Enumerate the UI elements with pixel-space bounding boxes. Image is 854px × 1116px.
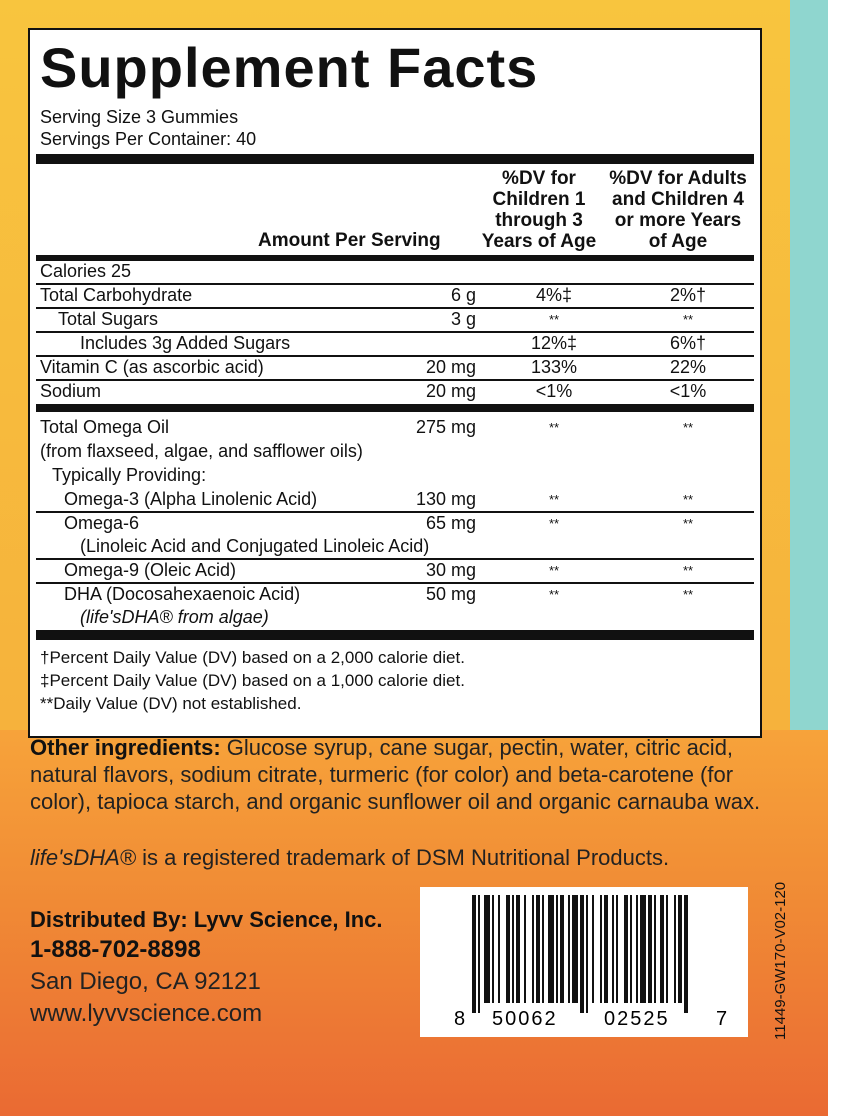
footnote-1000: ‡Percent Daily Value (DV) based on a 1,000 calorie diet. — [40, 671, 465, 690]
barcode-bar — [640, 895, 646, 1003]
barcode-bar — [604, 895, 608, 1003]
other-ingredients — [30, 734, 770, 815]
amount-header: Amount Per Serving — [258, 230, 441, 251]
barcode-bar — [478, 895, 480, 1013]
vertical-code: 11449-GW170-V02-120 — [772, 881, 789, 1040]
omega3-row: Omega-3 (Alpha Linolenic Acid) 130 mg ** ** — [64, 489, 694, 509]
barcode-bar — [572, 895, 578, 1003]
dv-adults-header: %DV for Adults and Children 4 or more Years of Age — [609, 168, 747, 252]
barcode-bar — [660, 895, 664, 1003]
trademark-note — [30, 844, 730, 871]
barcode-bar — [654, 895, 656, 1003]
white-edge — [828, 0, 854, 1116]
omega6-row: Omega-6 65 mg ** ** — [64, 513, 694, 533]
barcode-digit-first: 8 — [454, 1008, 466, 1030]
dv-children-header: %DV for Children 1 through 3 Years of Age — [481, 168, 597, 252]
footnote-dv: **Daily Value (DV) not established. — [40, 694, 302, 713]
barcode-bar — [560, 895, 564, 1003]
thick-divider — [36, 154, 754, 164]
other-ingredients-label: Other ingredients: — [30, 735, 221, 760]
barcode-bar — [506, 895, 510, 1003]
nutrient-row: Calories 25 — [40, 261, 132, 281]
dha-detail: (life'sDHA® from algae) — [80, 607, 269, 627]
panel-title: Supplement Facts — [40, 36, 539, 99]
website: www.lyvvscience.com — [30, 1000, 263, 1027]
omega-total-row: Total Omega Oil 275 mg ** ** — [40, 417, 694, 437]
distributed-by: Distributed By: Lyvv Science, Inc. — [30, 907, 383, 932]
barcode-bar — [472, 895, 476, 1013]
barcode-bar — [636, 895, 638, 1003]
barcode-bar — [516, 895, 520, 1003]
barcode-bar — [556, 895, 558, 1003]
barcode-bar — [624, 895, 628, 1003]
barcode-bar — [498, 895, 500, 1003]
trademark-name: life'sDHA® — [30, 845, 136, 870]
footnote-divider — [36, 630, 754, 640]
barcode-bar — [512, 895, 514, 1003]
nutrient-row: Includes 3g Added Sugars 12%‡ 6%† — [80, 333, 707, 353]
barcode-bar — [616, 895, 618, 1003]
nutrient-row: Total Carbohydrate 6 g 4%‡ 2%† — [40, 285, 707, 305]
nutrient-row: Total Sugars 3 g ** ** — [58, 309, 694, 329]
nutrient-row: Vitamin C (as ascorbic acid) 20 mg 133% 22% — [40, 357, 707, 377]
barcode-bar — [580, 895, 584, 1013]
barcode-bar — [548, 895, 554, 1003]
barcode-icon — [420, 887, 748, 1037]
other-ingredients-text: Glucose syrup, cane sugar, pectin, water, citric acid, natural flavors, sodium citrate, turmeric (for color) and beta-carotene (for color), tapioca starch, and organic sunflower oil and organic carnauba wax. — [30, 735, 761, 814]
dha-row: DHA (Docosahexaenoic Acid) 50 mg ** ** — [64, 584, 694, 604]
barcode-digits-left: 50062 — [492, 1008, 558, 1030]
distributor-block — [30, 906, 383, 1030]
barcode — [420, 887, 748, 1037]
trademark-text: is a registered trademark of DSM Nutritional Products. — [135, 845, 670, 870]
omega-source: (from flaxseed, algae, and safflower oils) — [40, 441, 363, 461]
omega6-detail: (Linoleic Acid and Conjugated Linoleic Acid) — [80, 536, 430, 556]
barcode-bar — [524, 895, 526, 1003]
barcode-bar — [484, 895, 490, 1003]
barcode-bar — [492, 895, 494, 1003]
barcode-bar — [674, 895, 676, 1003]
supplement-facts-panel — [28, 28, 762, 738]
footnote-2000: †Percent Daily Value (DV) based on a 2,000 calorie diet. — [40, 648, 465, 667]
barcode-bar — [586, 895, 588, 1013]
barcode-bar — [648, 895, 652, 1003]
barcode-digit-last: 7 — [716, 1008, 728, 1030]
section-divider — [36, 404, 754, 412]
phone-number: 1-888-702-8898 — [30, 936, 201, 963]
serving-size: Serving Size 3 Gummies — [40, 107, 239, 127]
barcode-bar — [568, 895, 570, 1003]
barcode-bar — [612, 895, 614, 1003]
barcode-bar — [666, 895, 668, 1003]
serving-info — [40, 106, 256, 150]
barcode-bar — [600, 895, 602, 1003]
nutrient-row: Sodium 20 mg <1% <1% — [40, 381, 707, 401]
omega9-row: Omega-9 (Oleic Acid) 30 mg ** ** — [64, 560, 694, 580]
barcode-digits-right: 02525 — [604, 1008, 670, 1030]
barcode-bar — [542, 895, 544, 1003]
typically-providing: Typically Providing: — [52, 465, 207, 485]
barcode-bar — [536, 895, 540, 1003]
barcode-bar — [684, 895, 688, 1013]
barcode-bar — [532, 895, 534, 1003]
city-address: San Diego, CA 92121 — [30, 968, 261, 995]
barcode-bar — [630, 895, 632, 1003]
barcode-bar — [678, 895, 682, 1003]
servings-per-container: Servings Per Container: 40 — [40, 129, 257, 149]
barcode-bar — [592, 895, 594, 1003]
